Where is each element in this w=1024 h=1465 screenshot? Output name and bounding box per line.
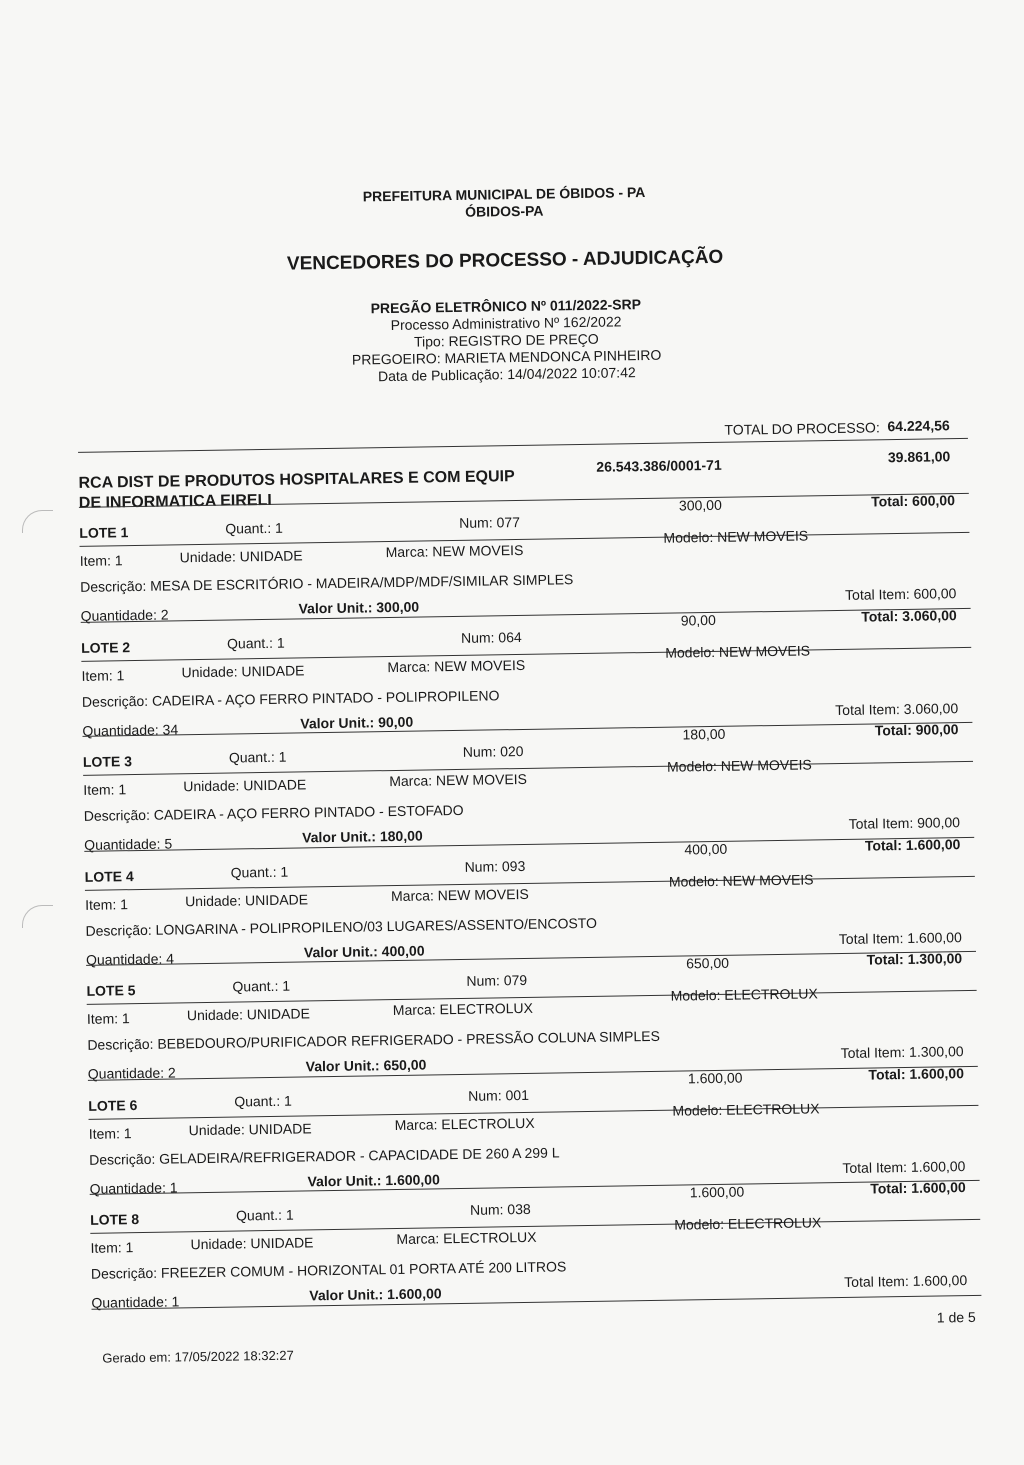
lote-total: Total: 1.600,00	[870, 1179, 966, 1197]
divider	[81, 606, 971, 625]
lote-total-item: Total Item: 600,00	[844, 585, 957, 603]
lote-num: Num: 038	[469, 1200, 531, 1218]
lote-total-item: Total Item: 1.600,00	[844, 1272, 968, 1290]
lote-num: Num: 077	[459, 513, 521, 531]
lote-item: Item: 1	[79, 552, 123, 569]
lote-modelo: Modelo: NEW MOVEIS	[663, 527, 809, 546]
lote-valor-unit: Valor Unit.: 90,00	[300, 713, 414, 731]
lote-descricao: Descrição: CADEIRA - AÇO FERRO PINTADO - POLIPROPILENO	[81, 686, 500, 710]
divider	[83, 761, 973, 776]
lote-marca: Marca: NEW MOVEIS	[385, 541, 524, 561]
lote-unidade: Unidade: UNIDADE	[181, 661, 305, 680]
vendor-cnpj: 26.543.386/0001-71	[596, 456, 722, 475]
lote-num: Num: 079	[466, 971, 528, 989]
lote-quant: Quant.: 1	[232, 977, 291, 995]
lote-total: Total: 1.600,00	[864, 835, 961, 854]
lote-quant: Quant.: 1	[228, 748, 287, 766]
lote-label: LOTE 2	[80, 638, 131, 656]
divider	[86, 951, 976, 966]
lote-total-item: Total Item: 1.300,00	[840, 1043, 964, 1062]
lote-modelo: Modelo: ELECTROLUX	[670, 985, 818, 1004]
lote-modelo: Modelo: NEW MOVEIS	[665, 641, 811, 661]
total-processo-value: 64.224,56	[887, 417, 950, 435]
lote-total-item: Total Item: 900,00	[848, 814, 961, 832]
lote-unit-price: 90,00	[680, 611, 716, 628]
lote-quantidade: Quantidade: 34	[82, 720, 179, 739]
lote-label: LOTE 1	[79, 524, 129, 541]
lote-num: Num: 064	[460, 628, 522, 646]
lote-marca: Marca: ELECTROLUX	[392, 999, 534, 1019]
tipo: Tipo: REGISTRO DE PREÇO	[413, 330, 599, 350]
divider	[85, 875, 975, 890]
lote-unit-price: 180,00	[682, 725, 726, 743]
lote-quant: Quant.: 1	[230, 863, 289, 881]
lote-quant: Quant.: 1	[234, 1092, 292, 1110]
divider	[84, 835, 974, 854]
lote-total-item: Total Item: 1.600,00	[842, 1157, 966, 1176]
org-name: PREFEITURA MUNICIPAL DE ÓBIDOS - PA	[362, 183, 646, 205]
lote-label: LOTE 8	[89, 1211, 140, 1228]
lote-marca: Marca: ELECTROLUX	[394, 1114, 535, 1133]
lote-descricao: Descrição: LONGARINA - POLIPROPILENO/03 LUGARES/ASSENTO/ENCOSTO	[85, 914, 598, 939]
header-org	[0, 178, 1016, 228]
divider	[90, 1180, 980, 1195]
lote-quantidade: Quantidade: 1	[89, 1178, 178, 1197]
lote-valor-unit: Valor Unit.: 650,00	[305, 1056, 427, 1075]
lote-num: Num: 093	[464, 857, 526, 875]
publication-date: Data de Publicação: 14/04/2022 10:07:42	[377, 364, 636, 385]
lote-label: LOTE 3	[82, 753, 133, 770]
lote-unidade: Unidade: UNIDADE	[186, 1005, 310, 1024]
lote-descricao: Descrição: CADEIRA - AÇO FERRO PINTADO - ESTOFADO	[83, 801, 464, 824]
lote-unidade: Unidade: UNIDADE	[184, 890, 309, 909]
lote-total: Total: 900,00	[874, 721, 959, 739]
lote-marca: Marca: ELECTROLUX	[396, 1228, 537, 1248]
lote-item: Item: 1	[83, 781, 127, 798]
pregao-number: PREGÃO ELETRÔNICO Nº 011/2022-SRP	[370, 296, 642, 317]
lote-num: Num: 020	[462, 742, 524, 760]
lote-quantidade: Quantidade: 1	[91, 1293, 180, 1311]
lote-quant: Quant.: 1	[225, 519, 283, 537]
lote-quantidade: Quantidade: 5	[84, 835, 173, 853]
lote-num: Num: 001	[468, 1086, 530, 1104]
lote-unit-price: 1.600,00	[689, 1183, 745, 1201]
vendor-total: 39.861,00	[887, 448, 951, 466]
lote-quantidade: Quantidade: 2	[80, 606, 169, 624]
lote-valor-unit: Valor Unit.: 1.600,00	[309, 1285, 442, 1304]
org-city: ÓBIDOS-PA	[465, 202, 544, 220]
lote-item: Item: 1	[85, 895, 129, 913]
pregoeiro: PREGOEIRO: MARIETA MENDONCA PINHEIRO	[351, 346, 662, 368]
lote-valor-unit: Valor Unit.: 180,00	[302, 827, 423, 846]
lote-label: LOTE 4	[84, 867, 134, 885]
lote-total-item: Total Item: 1.600,00	[838, 928, 962, 947]
lote-quantidade: Quantidade: 2	[87, 1064, 176, 1082]
divider	[83, 722, 973, 737]
lote-marca: Marca: NEW MOVEIS	[389, 770, 528, 790]
lote-total: Total: 600,00	[871, 492, 956, 510]
lote-total: Total: 1.600,00	[868, 1064, 965, 1083]
lote-unit-price: 400,00	[684, 840, 728, 857]
lote-unit-price: 1.600,00	[687, 1069, 743, 1086]
lote-unidade: Unidade: UNIDADE	[190, 1234, 314, 1253]
lote-quantidade: Quantidade: 4	[85, 949, 175, 968]
lote-modelo: Modelo: NEW MOVEIS	[666, 756, 812, 775]
processo-number: Processo Administrativo Nº 162/2022	[390, 313, 622, 333]
lote-unidade: Unidade: UNIDADE	[188, 1119, 312, 1138]
lote-unit-price: 650,00	[686, 954, 730, 972]
lote-total-item: Total Item: 3.060,00	[835, 699, 959, 718]
lote-item: Item: 1	[88, 1124, 132, 1142]
vendor-name-1: RCA DIST DE PRODUTOS HOSPITALARES E COM EQUIP	[78, 468, 515, 492]
lote-total: Total: 1.300,00	[866, 950, 963, 968]
lote-modelo: Modelo: NEW MOVEIS	[668, 870, 814, 890]
divider	[80, 532, 970, 547]
lote-total: Total: 3.060,00	[861, 606, 957, 625]
lote-unidade: Unidade: UNIDADE	[183, 776, 307, 795]
lote-descricao: Descrição: FREEZER COMUM - HORIZONTAL 01 PORTA ATÉ 200 LITROS	[90, 1258, 567, 1282]
process-info	[0, 290, 1019, 391]
lote-valor-unit: Valor Unit.: 400,00	[303, 942, 425, 960]
divider	[81, 646, 971, 661]
lote-item: Item: 1	[90, 1239, 134, 1256]
lote-valor-unit: Valor Unit.: 300,00	[298, 598, 420, 617]
lote-quant: Quant.: 1	[226, 634, 285, 652]
lote-item: Item: 1	[81, 666, 125, 684]
lote-descricao: Descrição: MESA DE ESCRITÓRIO - MADEIRA/MDP/MDF/SIMILAR SIMPLES	[80, 571, 574, 595]
divider	[88, 1064, 978, 1083]
page-number: 1 de 5	[936, 1308, 976, 1326]
divider	[78, 438, 968, 453]
lote-label: LOTE 5	[86, 982, 136, 999]
total-processo-label: TOTAL DO PROCESSO:	[724, 419, 880, 438]
lote-modelo: Modelo: ELECTROLUX	[674, 1214, 822, 1233]
lote-item: Item: 1	[86, 1010, 130, 1027]
divider	[92, 1294, 982, 1309]
generated-at: Gerado em: 17/05/2022 18:32:27	[102, 1347, 294, 1366]
lote-label: LOTE 6	[88, 1096, 138, 1114]
lote-unidade: Unidade: UNIDADE	[179, 547, 303, 566]
lote-marca: Marca: NEW MOVEIS	[390, 885, 529, 904]
lote-descricao: Descrição: BEBEDOURO/PURIFICADOR REFRIGERADO - PRESSÃO COLUNA SIMPLES	[87, 1027, 660, 1053]
lote-marca: Marca: NEW MOVEIS	[387, 656, 526, 675]
lote-quant: Quant.: 1	[235, 1206, 294, 1224]
lote-unit-price: 300,00	[678, 496, 722, 514]
page-title: VENCEDORES DO PROCESSO - ADJUDICAÇÃO	[286, 246, 724, 275]
lote-modelo: Modelo: ELECTROLUX	[672, 1099, 820, 1119]
lote-descricao: Descrição: GELADEIRA/REFRIGERADOR - CAPACIDADE DE 260 A 299 L	[89, 1143, 560, 1168]
lote-valor-unit: Valor Unit.: 1.600,00	[307, 1170, 440, 1189]
vendor-name-2: DE INFORMATICA EIRELI	[78, 491, 272, 512]
